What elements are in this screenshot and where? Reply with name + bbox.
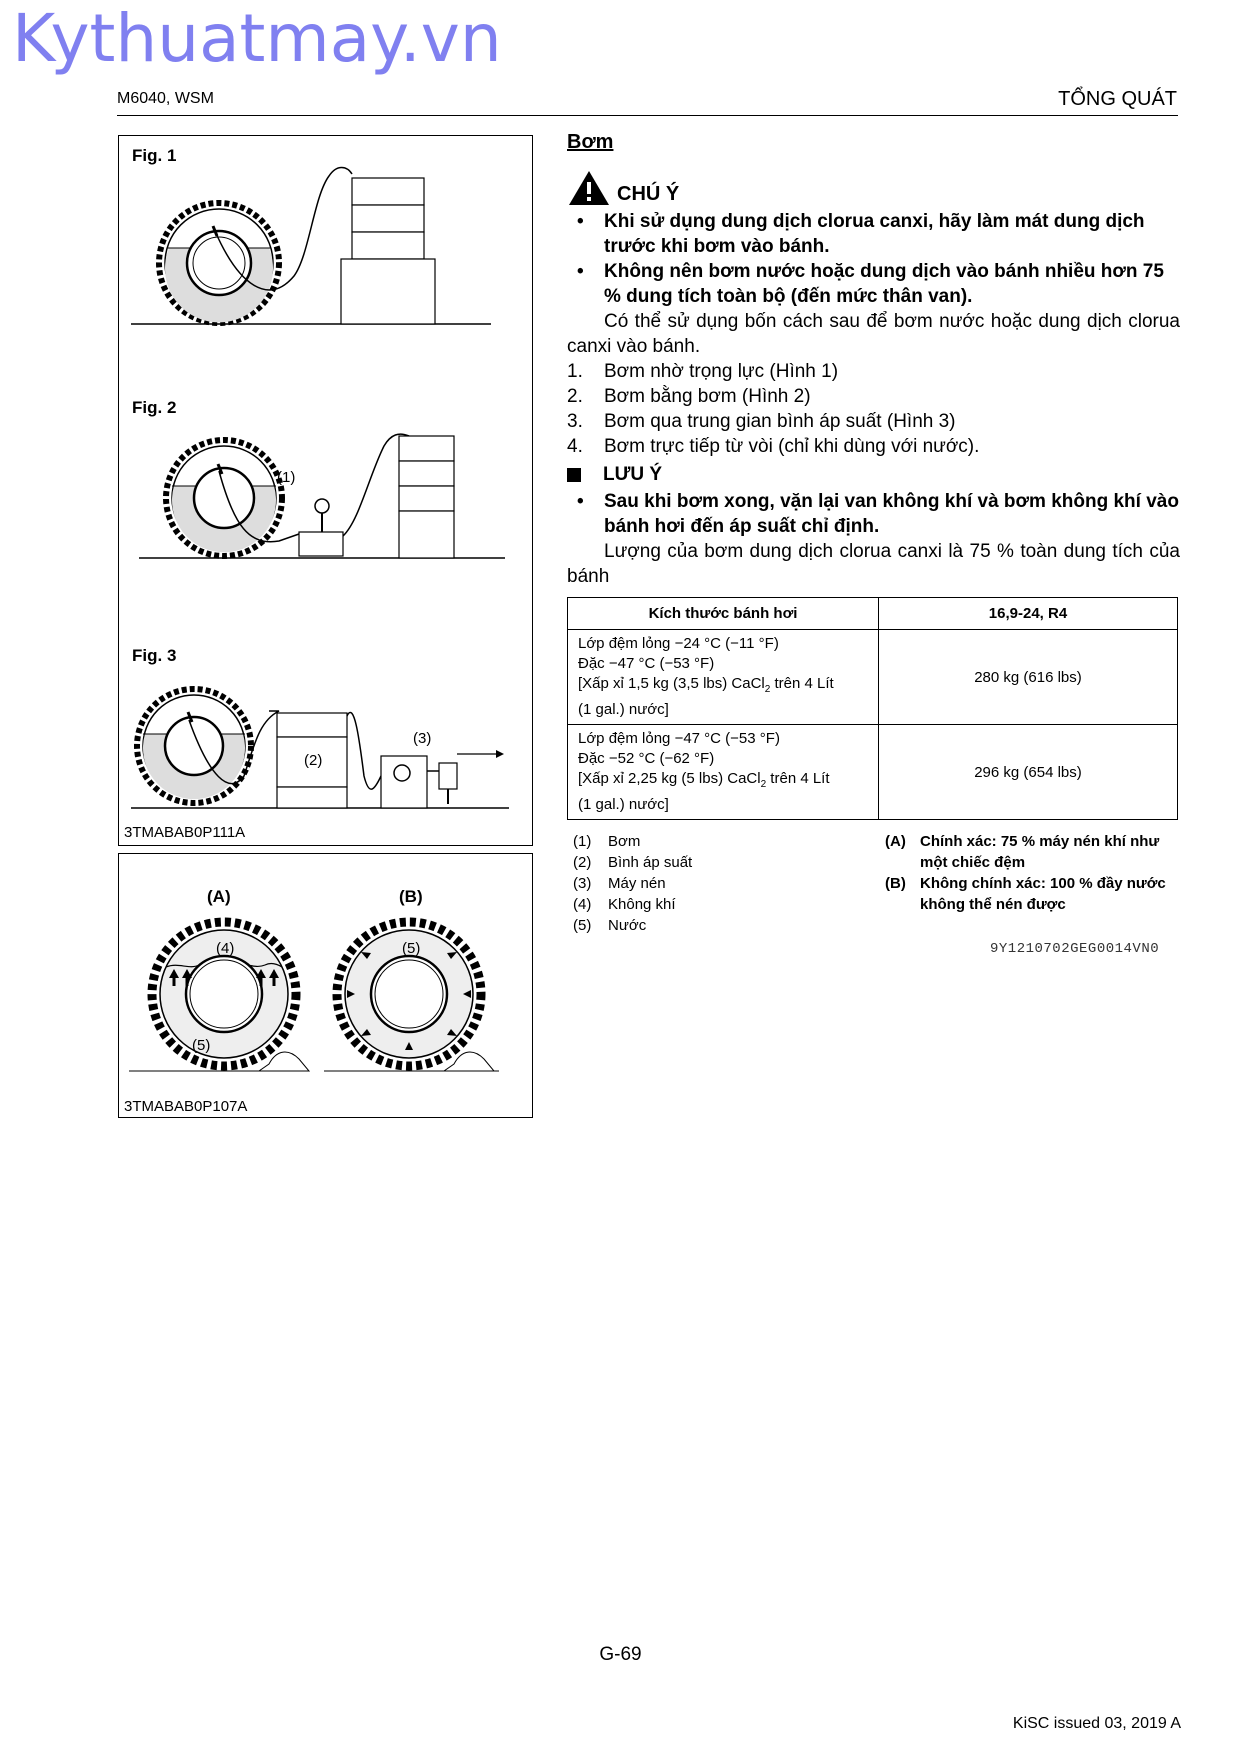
header-rule bbox=[117, 115, 1178, 116]
fig2-tire-illustration bbox=[139, 434, 505, 558]
table-cell-value: 280 kg (616 lbs) bbox=[879, 630, 1178, 725]
method-4-num: 4. bbox=[567, 436, 583, 457]
row1-line3: [Xấp xỉ 1,5 kg (3,5 lbs) CaCl$_2$ trên 4 Lít bbox=[578, 675, 834, 695]
watermark: Kythuatmay.vn bbox=[12, 0, 502, 77]
caution-item-2-text: Không nên bơm nước hoặc dung dịch vào bánh nhiều hơn 75 % dung tích toàn bộ (đến mức thân van). bbox=[604, 261, 1164, 307]
note-item-1-text: Sau khi bơm xong, vặn lại van không khí và bơm không khí vào bánh hơi đến áp suất chỉ định. bbox=[604, 491, 1179, 537]
issued-label: KiSC issued 03, 2019 A bbox=[1012, 1715, 1181, 1732]
row2-line4: (1 gal.) nước] bbox=[578, 796, 669, 813]
method-3 bbox=[567, 409, 956, 434]
method-2-text: Bơm bằng bơm (Hình 2) bbox=[604, 386, 811, 407]
legend-item: (1) Bơm bbox=[573, 833, 641, 850]
callout-5: (5) bbox=[192, 1037, 211, 1054]
fig1-tire-illustration bbox=[131, 168, 491, 325]
header-model: M6040, WSM bbox=[117, 90, 214, 107]
method-4 bbox=[567, 434, 979, 459]
label-a: (A) bbox=[207, 887, 231, 906]
method-2-num: 2. bbox=[567, 386, 583, 407]
note-square-icon bbox=[567, 468, 581, 482]
method-1-text: Bơm nhờ trọng lực (Hình 1) bbox=[604, 361, 839, 382]
figure-box-fill-comparison bbox=[118, 853, 533, 1118]
table-header-row bbox=[568, 598, 1178, 630]
fig3-tire-illustration bbox=[131, 689, 509, 808]
table-cell-spec bbox=[568, 630, 879, 725]
legend-list bbox=[573, 831, 692, 936]
tire-b-incorrect bbox=[324, 922, 499, 1071]
fig3-label: Fig. 3 bbox=[132, 646, 177, 665]
legend-right-list bbox=[885, 831, 1185, 915]
table-cell-value: 296 kg (654 lbs) bbox=[879, 725, 1178, 820]
legend-right-item-a: (A) Chính xác: 75 % máy nén khí như một chiếc đệm bbox=[885, 833, 1160, 871]
legend-item: (3) Máy nén bbox=[573, 875, 666, 892]
ballast-spec-table bbox=[567, 597, 1178, 820]
row1-line4: (1 gal.) nước] bbox=[578, 701, 669, 718]
legend-item: (4) Không khí bbox=[573, 896, 676, 913]
figure-box-filling-methods bbox=[118, 135, 533, 846]
legend-item: (2) Bình áp suất bbox=[573, 854, 693, 871]
fill-comparison-illustration bbox=[119, 854, 532, 1117]
row2-line3: [Xấp xỉ 2,25 kg (5 lbs) CaCl$_2$ trên 4 Lít bbox=[578, 770, 830, 790]
note-title: LƯU Ý bbox=[603, 464, 663, 485]
label-b: (B) bbox=[399, 887, 423, 906]
legend-right-item-b: (B) Không chính xác: 100 % đầy nước không thể nén được bbox=[885, 875, 1166, 913]
callout-4: (4) bbox=[216, 940, 235, 957]
intro-paragraph: Có thể sử dụng bốn cách sau để bơm nước hoặc dung dịch clorua canxi vào bánh. bbox=[567, 311, 1180, 357]
fig3-callout-2: (2) bbox=[304, 752, 323, 769]
table-row bbox=[568, 725, 1178, 820]
table-row bbox=[568, 630, 1178, 725]
method-4-text: Bơm trực tiếp từ vòi (chỉ khi dùng với nước). bbox=[604, 436, 980, 457]
fig2-callout-1: (1) bbox=[277, 469, 296, 486]
warning-triangle-icon bbox=[567, 169, 611, 207]
method-3-text: Bơm qua trung gian bình áp suất (Hình 3) bbox=[604, 411, 956, 432]
tire-a-correct bbox=[129, 922, 309, 1071]
method-1 bbox=[567, 359, 838, 384]
figure-code-bottom: 3TMABAB0P107A bbox=[124, 1098, 248, 1115]
table-header-tire-size: Kích thước bánh hơi bbox=[568, 598, 879, 630]
method-1-num: 1. bbox=[567, 361, 583, 382]
fig3-callout-3: (3) bbox=[413, 730, 432, 747]
fig1-label: Fig. 1 bbox=[132, 146, 177, 165]
row2-line1: Lớp đệm lỏng −47 °C (−53 °F) bbox=[578, 730, 780, 747]
document-id: 9Y1210702GEG0014VN0 bbox=[990, 941, 1160, 957]
callout-5b: (5) bbox=[402, 940, 421, 957]
method-2 bbox=[567, 384, 811, 409]
note-paragraph: Lượng của bơm dung dịch clorua canxi là 75 % toàn dung tích của bánh bbox=[567, 541, 1180, 587]
header-section: TỔNG QUÁT bbox=[1058, 88, 1177, 110]
legend-item: (5) Nước bbox=[573, 917, 647, 934]
caution-item-1-text: Khi sử dụng dung dịch clorua canxi, hãy làm mát dung dịch trước khi bơm vào bánh. bbox=[604, 211, 1145, 257]
row1-line2: Đặc −47 °C (−53 °F) bbox=[578, 655, 715, 672]
figure-code-top: 3TMABAB0P111A bbox=[124, 824, 246, 841]
table-cell-spec bbox=[568, 725, 879, 820]
caution-item-2: • Không nên bơm nước hoặc dung dịch vào bánh nhiều hơn 75 % dung tích toàn bộ (đến mức thân van). bbox=[571, 259, 1182, 309]
note-item-1: • Sau khi bơm xong, vặn lại van không khí và bơm không khí vào bánh hơi đến áp suất chỉ định. bbox=[571, 489, 1182, 539]
page-number: G-69 bbox=[599, 1644, 642, 1665]
section-title: Bơm bbox=[567, 131, 614, 153]
row1-line1: Lớp đệm lỏng −24 °C (−11 °F) bbox=[578, 635, 779, 652]
filling-illustrations bbox=[119, 136, 532, 845]
row2-line2: Đặc −52 °C (−62 °F) bbox=[578, 750, 715, 767]
fig2-label: Fig. 2 bbox=[132, 398, 177, 417]
table-header-tire-model: 16,9-24, R4 bbox=[879, 598, 1178, 630]
caution-item-1: • Khi sử dụng dung dịch clorua canxi, hãy làm mát dung dịch trước khi bơm vào bánh. bbox=[571, 209, 1182, 259]
caution-title: CHÚ Ý bbox=[617, 183, 680, 205]
method-3-num: 3. bbox=[567, 411, 583, 432]
